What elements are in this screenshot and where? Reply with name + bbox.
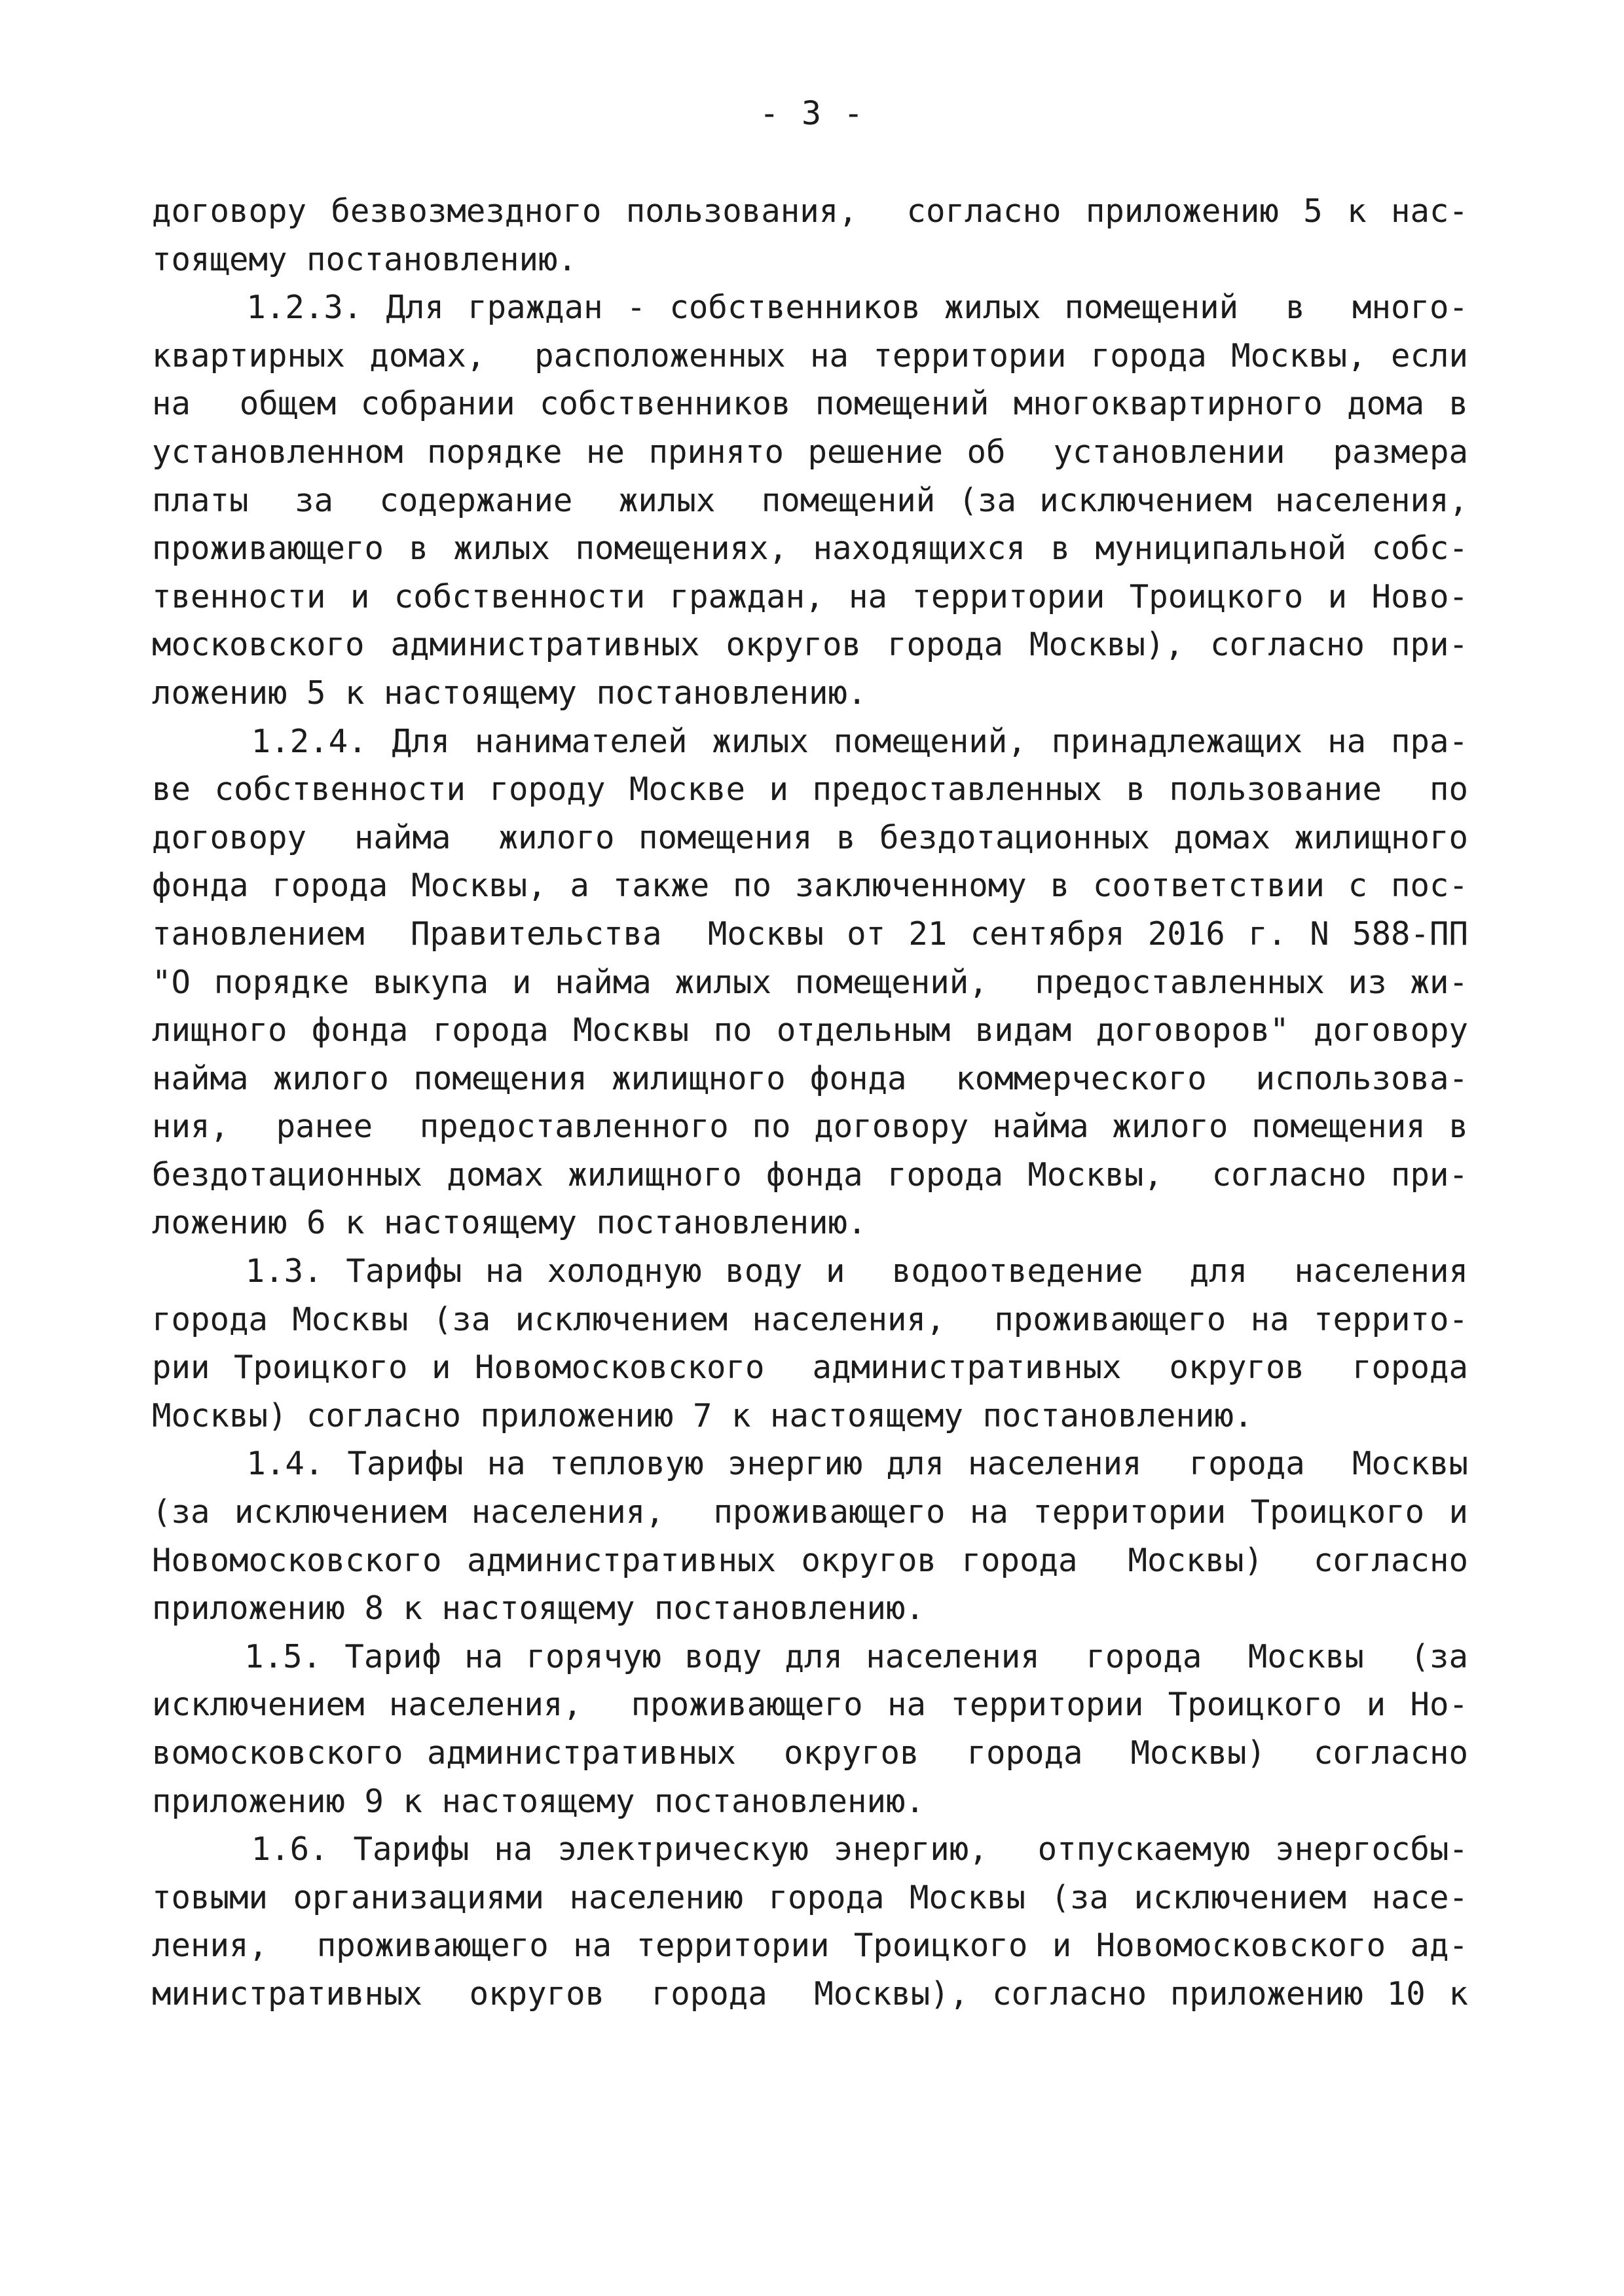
text-line: 1.2.3. Для граждан - собственников жилых помещений в много- xyxy=(152,289,1468,327)
text-line: бездотационных домах жилищного фонда города Москвы, согласно при- xyxy=(152,1156,1468,1194)
text-line: ления, проживающего на территории Троицкого и Новомосковского ад- xyxy=(152,1927,1468,1965)
text-line: проживающего в жилых помещениях, находящихся в муниципальной собс- xyxy=(152,530,1468,568)
text-line: московского административных округов города Москвы), согласно при- xyxy=(152,626,1468,664)
text-line: ния, ранее предоставленного по договору найма жилого помещения в xyxy=(152,1108,1468,1146)
text-line: 1.4. Тарифы на тепловую энергию для населения города Москвы xyxy=(152,1445,1468,1483)
text-line: найма жилого помещения жилищного фонда коммерческого использова- xyxy=(152,1059,1468,1097)
text-line: 1.2.4. Для нанимателей жилых помещений, принадлежащих на пра- xyxy=(152,722,1468,760)
text-line: договору найма жилого помещения в бездотационных домах жилищного xyxy=(152,818,1468,856)
page-number: - 3 - xyxy=(759,94,865,132)
text-line: Новомосковского административных округов города Москвы) согласно xyxy=(152,1541,1468,1579)
text-line: ве собственности городу Москве и предоставленных в пользование по xyxy=(152,771,1468,809)
text-line: квартирных домах, расположенных на территории города Москвы, если xyxy=(152,337,1468,374)
text-line: фонда города Москвы, а также по заключенному в соответствии с пос- xyxy=(152,867,1468,905)
text-line: вомосковского административных округов города Москвы) согласно xyxy=(152,1734,1468,1772)
text-line: приложению 9 к настоящему постановлению. xyxy=(152,1782,925,1820)
text-line: твенности и собственности граждан, на территории Троицкого и Ново- xyxy=(152,577,1468,615)
text-line: ложению 6 к настоящему постановлению. xyxy=(152,1204,867,1242)
text-line: Москвы) согласно приложению 7 к настоящему постановлению. xyxy=(152,1396,1253,1434)
text-line: "О порядке выкупа и найма жилых помещений, предоставленных из жи- xyxy=(152,963,1468,1001)
text-line: 1.5. Тариф на горячую воду для населения города Москвы (за xyxy=(152,1637,1468,1675)
document-body xyxy=(152,187,1468,2018)
text-line: (за исключением населения, проживающего на территории Троицкого и xyxy=(152,1493,1468,1531)
text-line: договору безвозмездного пользования, согласно приложению 5 к нас- xyxy=(152,192,1468,230)
text-line: города Москвы (за исключением населения, проживающего на террито- xyxy=(152,1300,1468,1338)
text-line: 1.6. Тарифы на электрическую энергию, отпускаемую энергосбы- xyxy=(152,1831,1468,1868)
text-line: приложению 8 к настоящему постановлению. xyxy=(152,1590,925,1628)
text-line: рии Троицкого и Новомосковского административных округов города xyxy=(152,1349,1468,1387)
text-line: тановлением Правительства Москвы от 21 сентября 2016 г. N 588-ПП xyxy=(152,915,1468,953)
text-line: ложению 5 к настоящему постановлению. xyxy=(152,674,867,712)
text-line: 1.3. Тарифы на холодную воду и водоотведение для населения xyxy=(152,1252,1468,1290)
text-line: исключением населения, проживающего на территории Троицкого и Но- xyxy=(152,1686,1468,1724)
text-line: тоящему постановлению. xyxy=(152,240,578,278)
text-line: лищного фонда города Москвы по отдельным видам договоров" договору xyxy=(152,1011,1468,1049)
text-line: товыми организациями населению города Москвы (за исключением насе- xyxy=(152,1878,1468,1916)
text-line: установленном порядке не принято решение об установлении размера xyxy=(152,433,1468,471)
text-line: министративных округов города Москвы), согласно приложению 10 к xyxy=(152,1975,1468,2013)
text-line: на общем собрании собственников помещений многоквартирного дома в xyxy=(152,385,1468,423)
text-line: платы за содержание жилых помещений (за исключением населения, xyxy=(152,481,1468,519)
